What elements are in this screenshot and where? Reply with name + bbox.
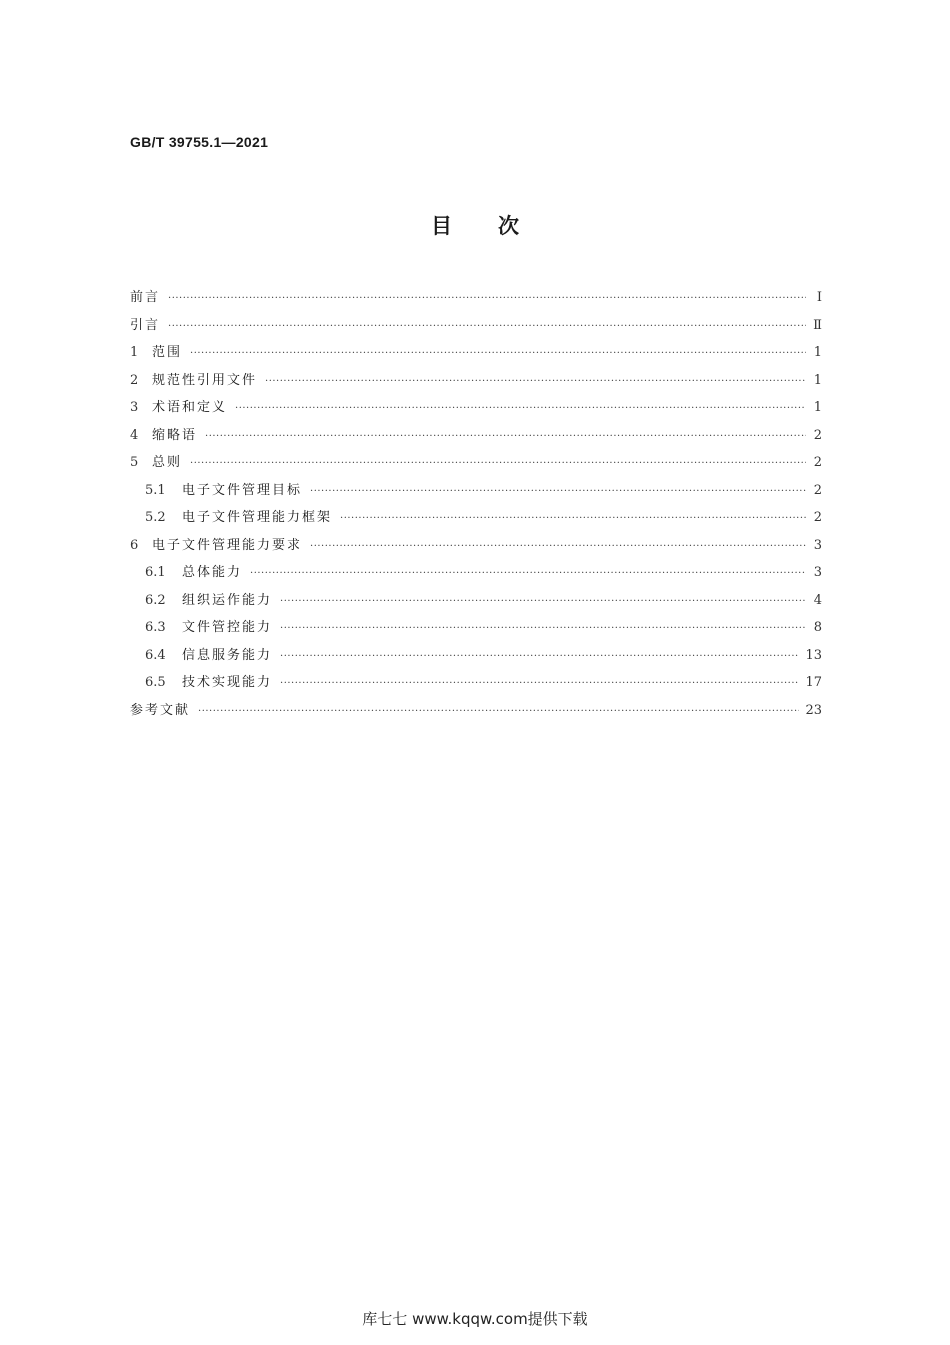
toc-entry-page: 23: [805, 702, 822, 718]
toc-entry-2[interactable]: [130, 369, 822, 397]
toc-entry-page: 4: [813, 592, 822, 608]
toc-entry-number: 5.2: [145, 510, 166, 525]
toc-leader-dots: [190, 458, 806, 469]
toc-entry-5[interactable]: [130, 451, 822, 479]
toc-entry-number: 2: [130, 372, 139, 388]
toc-entry-5-2[interactable]: [130, 506, 822, 534]
toc-entry-6-2[interactable]: [130, 589, 822, 617]
toc-entry-label: 参考文献: [130, 702, 191, 718]
toc-entry-page: 1: [813, 372, 822, 388]
toc-entry-references[interactable]: [130, 699, 822, 727]
toc-entry-label: 总则: [152, 455, 183, 470]
toc-leader-dots: [168, 321, 806, 332]
table-of-contents: [130, 286, 822, 726]
toc-entry-number: 5.1: [145, 482, 166, 498]
toc-leader-dots: [235, 403, 806, 414]
toc-entry-number: 6.1: [145, 565, 166, 580]
toc-leader-dots: [280, 596, 806, 607]
toc-entry-page: 17: [805, 675, 822, 690]
toc-entry-page: 13: [805, 647, 822, 663]
toc-entry-page: 8: [813, 620, 822, 635]
toc-leader-dots: [190, 348, 806, 359]
toc-entry-page: 2: [813, 482, 822, 498]
toc-entry-6-4[interactable]: [130, 644, 822, 672]
toc-entry-label: 文件管控能力: [182, 620, 273, 635]
toc-entry-label: 规范性引用文件: [152, 372, 258, 388]
toc-entry-label: 电子文件管理能力框架: [182, 510, 333, 525]
toc-entry-6-1[interactable]: [130, 561, 822, 589]
page-title-char-2: 次: [498, 214, 519, 238]
toc-entry-6[interactable]: [130, 534, 822, 562]
toc-entry-page: Ⅱ: [813, 317, 822, 333]
toc-entry-number: 3: [130, 400, 139, 415]
standard-code: GB/T 39755.1—2021: [130, 134, 269, 150]
page-title-char-1: 目: [431, 214, 452, 238]
toc-entry-foreword[interactable]: [130, 286, 822, 314]
toc-entry-page: 3: [813, 537, 822, 553]
toc-entry-label: 电子文件管理目标: [182, 482, 303, 498]
toc-entry-5-1[interactable]: [130, 479, 822, 507]
download-source-footer: 库七七 www.kqqw.com提供下载: [362, 1310, 588, 1328]
toc-entry-page: 2: [813, 455, 822, 470]
toc-leader-dots: [280, 651, 799, 662]
toc-entry-label: 组织运作能力: [182, 592, 273, 608]
toc-entry-number: 6.3: [145, 620, 166, 635]
toc-leader-dots: [265, 376, 806, 387]
toc-entry-label: 前言: [130, 290, 161, 305]
toc-entry-number: 6.4: [145, 647, 166, 663]
toc-entry-label: 缩略语: [152, 427, 198, 443]
toc-entry-page: 2: [813, 510, 822, 525]
toc-leader-dots: [250, 568, 806, 579]
toc-entry-number: 1: [130, 345, 139, 360]
toc-leader-dots: [310, 486, 806, 497]
toc-leader-dots: [280, 678, 799, 689]
toc-leader-dots: [168, 293, 806, 304]
toc-entry-page: Ⅰ: [816, 290, 822, 305]
toc-leader-dots: [205, 431, 806, 442]
toc-entry-number: 6.2: [145, 592, 166, 608]
toc-entry-introduction[interactable]: [130, 314, 822, 342]
toc-entry-label: 总体能力: [182, 565, 243, 580]
toc-entry-page: 1: [813, 345, 822, 360]
toc-entry-number: 6: [130, 537, 139, 553]
toc-entry-number: 5: [130, 455, 139, 470]
toc-leader-dots: [280, 623, 806, 634]
toc-entry-4[interactable]: [130, 424, 822, 452]
toc-entry-label: 范围: [152, 345, 183, 360]
toc-entry-number: 6.5: [145, 675, 166, 690]
toc-entry-label: 术语和定义: [152, 400, 228, 415]
page-title: [0, 210, 950, 240]
toc-entry-label: 信息服务能力: [182, 647, 273, 663]
toc-entry-label: 技术实现能力: [182, 675, 273, 690]
toc-entry-page: 3: [813, 565, 822, 580]
toc-leader-dots: [198, 706, 799, 717]
toc-entry-3[interactable]: [130, 396, 822, 424]
toc-leader-dots: [340, 513, 806, 524]
toc-entry-6-3[interactable]: [130, 616, 822, 644]
toc-entry-number: 4: [130, 427, 139, 443]
toc-entry-6-5[interactable]: [130, 671, 822, 699]
toc-entry-page: 1: [813, 400, 822, 415]
toc-leader-dots: [310, 541, 806, 552]
toc-entry-label: 电子文件管理能力要求: [152, 537, 303, 553]
toc-entry-page: 2: [813, 427, 822, 443]
toc-entry-1[interactable]: [130, 341, 822, 369]
toc-entry-label: 引言: [130, 317, 161, 333]
